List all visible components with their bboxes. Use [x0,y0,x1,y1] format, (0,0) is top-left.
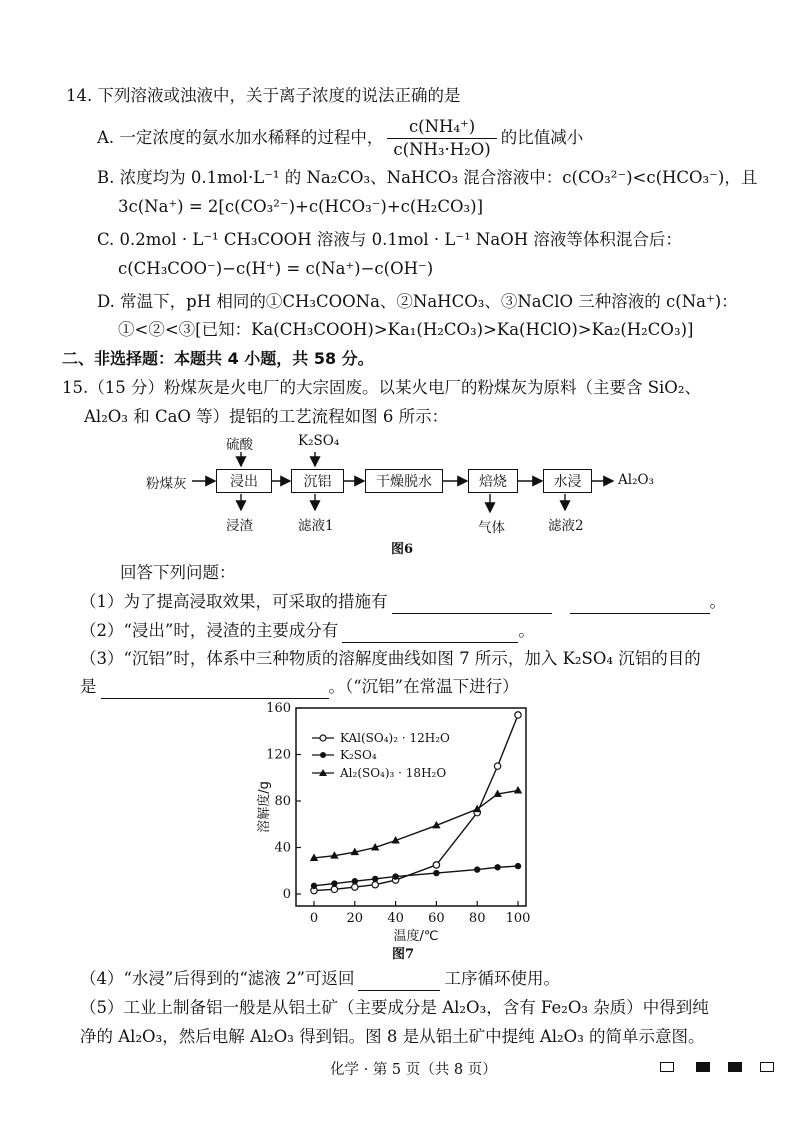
q15-part3-blank[interactable] [101,680,329,699]
series-al2so4-point [493,790,501,798]
series-k2so4-point [392,873,398,879]
q15-part3-note: 。（“沉铝”在常温下进行） [328,677,519,696]
series-kalum-point [433,862,439,868]
q14-option-d-line2: ①<②<③[已知：Ka(CH₃COOH)>Ka₁(H₂CO₃)>Ka(HClO)>Ka₂(H₂CO₃)] [118,320,694,339]
series-al2so4-point [391,836,399,844]
x-tick-label: 20 [346,911,364,926]
flow-step-leach: 浸出 [216,469,272,493]
x-tick-label: 40 [387,911,404,926]
series-al2so4-point [514,786,522,794]
q15-part1-text: （1）为了提高浸取效果，可采取的措施有 [80,592,388,611]
q15-part2-blank[interactable] [342,624,518,643]
series-kalum-line [314,715,518,891]
series-al2so4-point [310,853,318,861]
flow-step-dry-dehydrate: 干燥脱水 [365,469,443,493]
series-kalum-point [515,712,521,718]
series-al2so4-point [432,821,440,829]
q14-option-c-line1: C. 0.2mol · L⁻¹ CH₃COOH 溶液与 0.1mol · L⁻¹ NaOH 溶液等体积混合后： [97,230,682,249]
page-footer: 化学 · 第 5 页（共 8 页） [330,1062,497,1078]
chart-frame [296,708,526,906]
q14-stem: 14. 下列溶液或浊液中，关于离子浓度的说法正确的是 [66,86,461,105]
flow-step-precipitate-al: 沉铝 [291,469,344,493]
series-kalum-point [311,887,317,893]
q14-a-numerator: c(NH₄⁺) [387,117,496,139]
flow-step-roast: 焙烧 [468,469,518,493]
footer-mark-1 [660,1062,674,1072]
y-tick-label: 80 [274,794,291,809]
q14-option-d-line1: D. 常温下，pH 相同的①CH₃COONa、②NaHCO₃、③NaClO 三种溶液的 c(Na⁺)： [97,292,738,311]
series-k2so4-line [314,866,518,886]
series-k2so4-point [515,863,521,869]
series-al2so4-point [351,848,359,856]
flow-byproduct-filtrate1: 滤液1 [298,518,334,534]
section-header: 二、非选择题：本题共 4 小题，共 58 分。 [62,349,374,368]
y-tick-label: 0 [282,887,291,902]
flow-byproduct-gas: 气体 [478,520,505,536]
flow-arrows [0,0,800,540]
x-axis-label: 温度/℃ [393,929,439,944]
q14-a-denominator: c(NH₃·H₂O) [393,140,491,159]
legend-label: Al₂(SO₄)₃ · 18H₂O [340,766,447,780]
q15-part4-tail: 工序循环使用。 [444,969,560,988]
series-kalum-point [372,882,378,888]
flow-byproduct-residue: 浸渣 [226,518,253,534]
series-al2so4-line [314,791,518,858]
series-al2so4-point [330,851,338,859]
y-tick-label: 40 [274,840,291,856]
q15-part5-line1: （5）工业上制备铝一般是从铝土矿（主要成分是 Al₂O₃，含有 Fe₂O₃ 杂质）中得到纯 [80,998,709,1017]
series-al2so4-point [371,843,379,851]
series-k2so4-point [311,883,317,889]
legend-marker [320,752,326,758]
q15-part5-line2: 净的 Al₂O₃，然后电解 Al₂O₃ 得到铝。图 8 是从铝土矿中提纯 Al₂O₃ 的简单示意图。 [80,1027,705,1046]
flow-step-water-leach: 水浸 [543,469,592,493]
x-tick-label: 100 [505,911,531,926]
q14-a-pre: A. 一定浓度的氨水加水稀释的过程中， [97,128,384,147]
answer-intro: 回答下列问题： [120,563,236,582]
y-tick-label: 120 [266,747,291,763]
x-tick-label: 0 [309,911,319,926]
q15-part4-blank[interactable] [358,972,440,991]
series-kalum-point [494,763,500,769]
legend-label: KAl(SO₄)₂ · 12H₂O [340,731,450,745]
series-k2so4-point [352,878,358,884]
q15-part3-text: 是 [80,677,97,696]
legend-marker [319,769,327,776]
x-tick-label: 60 [428,911,445,926]
series-k2so4-point [372,876,378,882]
flow-byproduct-filtrate2: 滤液2 [548,518,584,534]
footer-mark-3 [728,1062,742,1072]
series-k2so4-point [331,880,337,886]
q15-part2-text: （2）“浸出”时，浸渣的主要成分有 [80,621,339,640]
q15-part4 [80,967,560,991]
footer-mark-4 [760,1062,774,1072]
y-tick-label: 160 [266,701,291,716]
q14-option-b-line1: B. 浓度均为 0.1mol·L⁻¹ 的 Na₂CO₃、NaHCO₃ 混合溶液中：c(CO₃²⁻)<c(HCO₃⁻)，且 [97,168,758,187]
series-k2so4-point [494,864,500,870]
series-kalum-point [331,886,337,892]
legend-marker [320,735,326,741]
q15-part3-line1: （3）“沉铝”时，体系中三种物质的溶解度曲线如图 7 所示，加入 K₂SO₄ 沉铝的目的 [80,649,701,668]
q15-part4-text: （4）“水浸”后得到的“滤液 2”可返回 [80,969,355,988]
q15-part2: （2）“浸出”时，浸渣的主要成分有 。 [80,619,535,643]
flow-reagent-k2so4: K₂SO₄ [298,433,340,449]
figure7-caption: 图7 [392,947,415,962]
legend-label: K₂SO₄ [340,748,377,762]
q15-part1-blank-b[interactable] [570,595,710,614]
q14-option-b-line2: 3c(Na⁺) = 2[c(CO₃²⁻)+c(HCO₃⁻)+c(H₂CO₃)] [118,197,484,216]
q15-part1: （1）为了提高浸取效果，可采取的措施有 。 [80,590,726,614]
flow-output-label: Al₂O₃ [618,472,654,488]
series-k2so4-point [474,866,480,872]
flow-input-label: 粉煤灰 [146,476,187,492]
series-kalum-point [474,809,480,815]
figure6-caption: 图6 [391,542,414,557]
series-k2so4-point [433,870,439,876]
footer-mark-2 [696,1062,710,1072]
q15-part1-blank-a[interactable] [392,595,552,614]
series-kalum-point [352,884,358,890]
q15-part3-line2 [80,675,519,699]
q14-option-c-line2: c(CH₃COO⁻)−c(H⁺) = c(Na⁺)−c(OH⁻) [118,259,434,278]
y-axis-label: 溶解度/g [257,781,272,833]
q14-a-post: 的比值减小 [500,128,584,147]
series-al2so4-point [473,805,481,813]
q15-intro-line1: 15.（15 分）粉煤灰是火电厂的大宗固废。以某火电厂的粉煤灰为原料（主要含 SiO₂、 [62,378,701,397]
series-kalum-point [392,877,398,883]
flow-reagent-sulfuric-acid: 硫酸 [226,437,253,453]
x-tick-label: 80 [468,911,486,926]
q15-intro-line2: Al₂O₃ 和 CaO 等）提铝的工艺流程如图 6 所示： [84,407,449,426]
